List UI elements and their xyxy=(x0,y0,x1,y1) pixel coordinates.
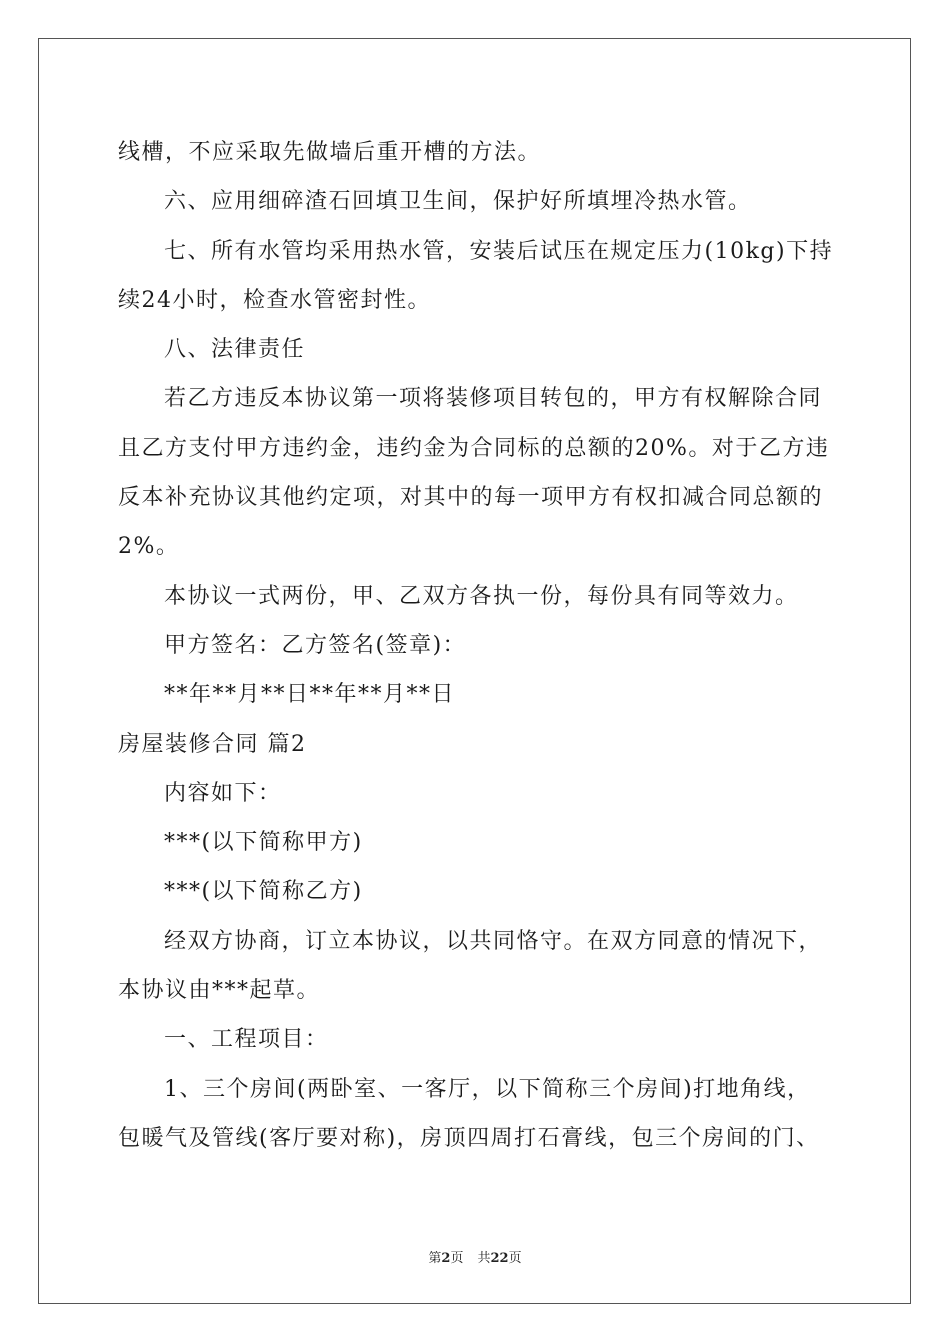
text-line: 内容如下： xyxy=(164,780,282,806)
text-line: 且乙方支付甲方违约金，违约金为合同标的总额的20%。对于乙方违 xyxy=(118,435,830,461)
text-line: 线槽，不应采取先做墙后重开槽的方法。 xyxy=(118,140,542,165)
text-line: 续24小时，检查水管密封性。 xyxy=(118,287,431,313)
date-line: **年**月**日**年**月**日 xyxy=(164,682,456,708)
page-suffix: 页 xyxy=(450,1251,464,1266)
text-line: 包暖气及管线(客厅要对称)，房顶四周打石膏线，包三个房间的门、 xyxy=(118,1125,820,1151)
page-number: 2 xyxy=(441,1251,451,1266)
text-line: 1、三个房间(两卧室、一客厅，以下简称三个房间)打地角线， xyxy=(164,1076,811,1102)
total-suffix: 页 xyxy=(508,1251,522,1266)
text-line: 经双方协商，订立本协议，以共同恪守。在双方同意的情况下， xyxy=(164,928,823,954)
text-line: 2%。 xyxy=(118,534,180,560)
text-line: 七、所有水管均采用热水管，安装后试压在规定压力(10kg)下持 xyxy=(164,238,834,264)
total-pages: 22 xyxy=(490,1251,509,1266)
document-title: 房屋装修合同 篇2 xyxy=(118,731,307,757)
text-line: 本协议一式两份，甲、乙双方各执一份，每份具有同等效力。 xyxy=(164,583,799,609)
text-line: 本协议由***起草。 xyxy=(118,978,321,1004)
page-prefix: 第 xyxy=(428,1251,442,1266)
text-line: 六、应用细碎渣石回填卫生间，保护好所填埋冷热水管。 xyxy=(164,189,752,215)
text-line: 若乙方违反本协议第一项将装修项目转包的，甲方有权解除合同 xyxy=(164,386,823,412)
section-heading: 八、法律责任 xyxy=(164,337,306,363)
total-prefix: 共 xyxy=(477,1251,491,1266)
page-footer xyxy=(0,1247,950,1266)
party-a-line: ***(以下简称甲方) xyxy=(164,830,363,856)
signature-line: 甲方签名：乙方签名(签章)： xyxy=(164,632,467,658)
document-body xyxy=(118,128,838,1163)
section-heading: 一、工程项目： xyxy=(164,1027,329,1053)
text-line: 反本补充协议其他约定项，对其中的每一项甲方有权扣减合同总额的 xyxy=(118,485,824,511)
party-b-line: ***(以下简称乙方) xyxy=(164,879,363,905)
